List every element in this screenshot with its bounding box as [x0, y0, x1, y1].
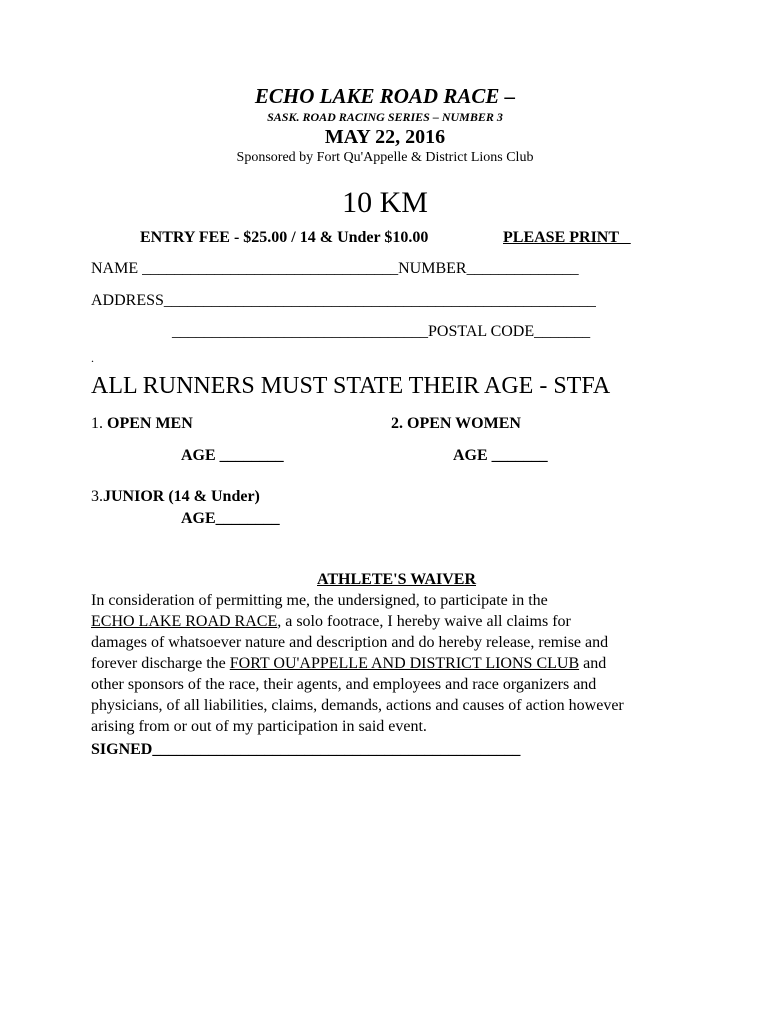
category-3-label: JUNIOR (14 & Under) — [103, 488, 260, 505]
category-1-number: 1. — [91, 415, 107, 432]
waiver-line-4-post: and — [579, 655, 607, 672]
series-subtitle: SASK. ROAD RACING SERIES – NUMBER 3 — [267, 110, 503, 124]
category-open-women: 2. OPEN WOMEN — [391, 415, 521, 432]
waiver-line-3: damages of whatsoever nature and description and do hereby release, remise and — [91, 634, 609, 651]
waiver-line-7: arising from or out of my participation in said event. — [91, 718, 427, 735]
category-3-number: 3. — [91, 488, 103, 505]
waiver-line-6: physicians, of all liabilities, claims, demands, actions and causes of action however — [91, 697, 624, 714]
waiver-line-2-rest: , a solo footrace, I hereby waive all claims for — [277, 613, 571, 630]
race-distance: 10 KM — [342, 186, 428, 219]
signature-field[interactable]: SIGNED______________________________________________ — [91, 741, 521, 758]
junior-age-field[interactable]: AGE________ — [181, 510, 280, 527]
entry-fee: ENTRY FEE - $25.00 / 14 & Under $10.00 — [140, 229, 429, 246]
race-title: ECHO LAKE ROAD RACE – — [254, 84, 516, 108]
waiver-line-1: In consideration of permitting me, the undersigned, to participate in the — [91, 592, 548, 609]
address-field[interactable]: ADDRESS______________________________________________________ — [91, 292, 596, 309]
category-junior — [91, 489, 260, 505]
club-name-underlined: FORT OU'APPELLE AND DISTRICT LIONS CLUB — [229, 655, 580, 672]
race-name-underlined: ECHO LAKE ROAD RACE — [91, 613, 278, 630]
open-men-age-field[interactable]: AGE ________ — [181, 447, 284, 464]
please-print: PLEASE PRINT — [503, 229, 631, 246]
waiver-line-2 — [91, 614, 571, 630]
category-open-men — [91, 416, 193, 432]
race-date: MAY 22, 2016 — [324, 126, 446, 148]
age-heading: ALL RUNNERS MUST STATE THEIR AGE - STFA — [91, 373, 611, 399]
stray-dot: . — [91, 351, 94, 365]
waiver-line-5: other sponsors of the race, their agents, and employees and race organizers and — [91, 676, 597, 693]
category-1-label: OPEN MEN — [107, 415, 193, 432]
sponsor-line: Sponsored by Fort Qu'Appelle & District Lions Club — [236, 150, 534, 165]
postal-code-field[interactable]: ________________________________POSTAL CODE_______ — [172, 323, 591, 340]
waiver-heading: ATHLETE'S WAIVER — [317, 571, 477, 588]
waiver-line-4 — [91, 656, 606, 672]
waiver-line-4-pre: forever discharge the — [91, 655, 230, 672]
name-number-field[interactable]: NAME ________________________________NUMBER______________ — [91, 260, 579, 277]
open-women-age-field[interactable]: AGE _______ — [453, 447, 548, 464]
